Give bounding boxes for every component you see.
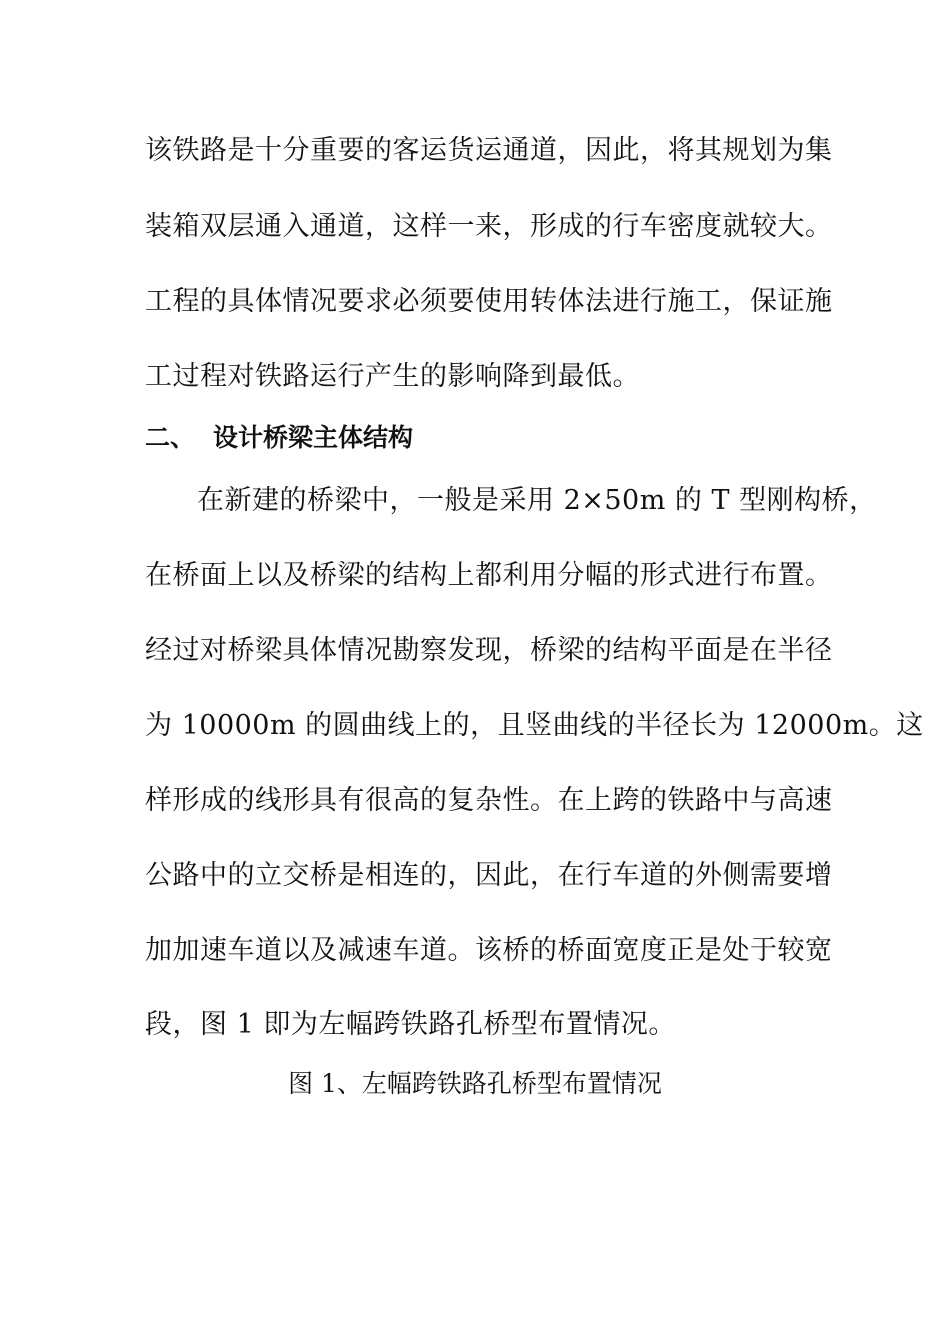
paragraph-1-line-2: 装箱双层通入通道，这样一来，形成的行车密度就较大。 xyxy=(145,211,833,242)
paragraph-2-line-6: 公路中的立交桥是相连的，因此，在行车道的外侧需要增 xyxy=(145,860,833,891)
paragraph-2-line-4: 为 10000m 的圆曲线上的，且竖曲线的半径长为 12000m。这 xyxy=(145,710,924,741)
paragraph-2-line-5: 样形成的线形具有很高的复杂性。在上跨的铁路中与高速 xyxy=(145,785,833,816)
figure-caption: 图 1、左幅跨铁路孔桥型布置情况 xyxy=(288,1069,662,1098)
paragraph-2-line-8: 段，图 1 即为左幅跨铁路孔桥型布置情况。 xyxy=(145,1009,676,1040)
section-title: 设计桥梁主体结构 xyxy=(213,423,414,452)
paragraph-2-line-2: 在桥面上以及桥梁的结构上都利用分幅的形式进行布置。 xyxy=(145,560,833,591)
paragraph-1-line-4: 工过程对铁路运行产生的影响降到最低。 xyxy=(145,361,640,392)
section-number: 二、 xyxy=(145,423,196,452)
paragraph-1-line-3: 工程的具体情况要求必须要使用转体法进行施工，保证施 xyxy=(145,286,833,317)
paragraph-1-line-1: 该铁路是十分重要的客运货运通道，因此，将其规划为集 xyxy=(145,135,833,166)
section-heading xyxy=(145,421,413,455)
paragraph-2-line-3: 经过对桥梁具体情况勘察发现，桥梁的结构平面是在半径 xyxy=(145,635,833,666)
paragraph-2-line-7: 加加速车道以及减速车道。该桥的桥面宽度正是处于较宽 xyxy=(145,935,833,966)
paragraph-2-line-1: 在新建的桥梁中，一般是采用 2×50m 的 T 型刚构桥， xyxy=(197,485,877,516)
